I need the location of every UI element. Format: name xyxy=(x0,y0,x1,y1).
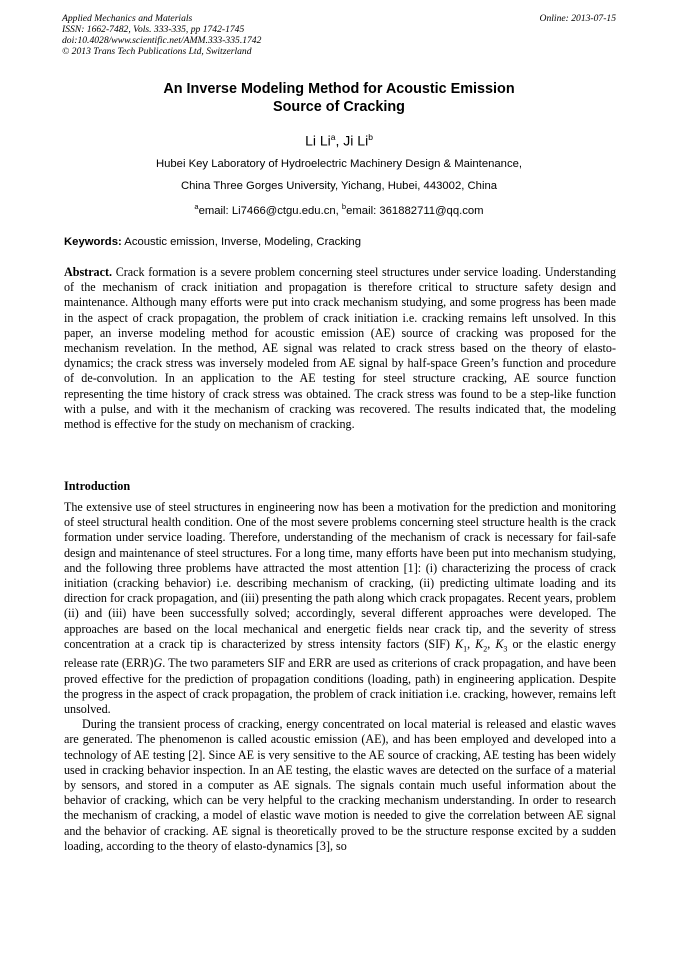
affiliation-line-2: China Three Gorges University, Yichang, Hubei, 443002, China xyxy=(180,180,498,192)
g-symbol: G xyxy=(153,656,163,671)
keywords xyxy=(64,235,616,249)
doi-line: doi:10.4028/www.scientific.net/AMM.333-335.1742 xyxy=(62,35,262,46)
introduction-body xyxy=(64,500,616,854)
intro-p1-text-a: The extensive use of steel structures in engineering now has been a motivation for the prediction and monitoring of steel structural health condition. One of the most severe problems concerning steel structure health is the crack formation under service loading. Therefore, understanding of the mechanism of crack is necessary for fail-safe design and maintenance of steel structures. For a long time, many efforts have been put into mechanism studying, and the following three problems have attracted the most attention [1]: (i) characterizing the process of crack initiation (cracking behavior) i.e. describing mechanism of cracking, (ii) predicting ultimate loading and its direction for crack propagation, and (iii) presenting the path along which crack propagates. Recent years, problem (ii) and (iii) have been successfully solved; accordingly, several different approaches were developed. The approaches are based on the local mechanical and energetic fields near crack tip, and the severity of stress concentration at a crack tip is characterized by stress intensity factors (SIF) xyxy=(64,500,616,651)
intro-p1-text-b: or the elastic energy release rate (ERR) xyxy=(64,636,617,671)
section-heading-introduction: Introduction xyxy=(64,479,131,493)
intro-p1-text-c: . The two parameters SIF and ERR are used as criterions of crack propagation, and have been proved effective for the prediction of propagation conditions (loading, path) in engineering application. Despite the progress in the aspect of crack propagation, the problem of crack initiation i.e. cracking, however, remains left unsolved. xyxy=(64,656,617,717)
introduction-paragraph-1: The extensive use of steel structures in engineering now has been a motivation for the prediction and monitoring of steel structural health condition. One of the most severe problems concerning steel structure health is the crack formation under service loading. Therefore, understanding of the mechanism of crack is necessary for fail-safe design and maintenance of steel structures. For a long time, many efforts have been put into mechanism studying, and the following three problems have attracted the most attention [1]: (i) characterizing the process of crack initiation (cracking behavior) i.e. describing mechanism of cracking, (ii) predicting ultimate loading and its direction for crack propagation, and (iii) presenting the path along which crack propagates. Recent years, problem (ii) and (iii) have been successfully solved; accordingly, several different approaches were developed. The approaches are based on the local mechanical and energetic fields near crack tip, and the severity of stress concentration at a crack tip is characterized by stress intensity factors (SIF) $K_1$, $K_2$, $K_3$ or the elastic energy release rate (ERR)G. The two parameters SIF and ERR are used as criterions of crack propagation, and have been proved effective for the prediction of propagation conditions (loading, path) in engineering application. Despite the progress in the aspect of crack propagation, the problem of crack initiation i.e. cracking, however, remains left unsolved. xyxy=(64,500,617,717)
copyright-line: © 2013 Trans Tech Publications Ltd, Switzerland xyxy=(62,46,252,57)
author-1: Li Li xyxy=(305,132,331,149)
issn-line: ISSN: 1662-7482, Vols. 333-335, pp 1742-1745 xyxy=(62,24,245,35)
author-list xyxy=(60,128,618,150)
abstract-label: Abstract. xyxy=(64,265,113,279)
email-a-superscript: a xyxy=(194,202,199,211)
k1-symbol: $K_1$ xyxy=(455,636,468,654)
keywords-text: Acoustic emission, Inverse, Modeling, Cracking xyxy=(121,236,361,248)
email-b-superscript: b xyxy=(341,202,347,211)
email-b: email: 361882711@qq.com xyxy=(346,204,484,217)
author-2-superscript: b xyxy=(368,132,373,142)
title-line-1: An Inverse Modeling Method for Acoustic Emission xyxy=(163,81,515,97)
keywords-label: Keywords: xyxy=(64,236,122,248)
abstract xyxy=(64,265,616,432)
affiliation-line-1: Hubei Key Laboratory of Hydroelectric Machinery Design & Maintenance, xyxy=(155,158,523,170)
k3-symbol: $K_3$ xyxy=(495,636,508,654)
author-2: Ji Li xyxy=(343,132,369,149)
title-line-2: Source of Cracking xyxy=(273,99,405,115)
journal-header xyxy=(62,13,616,57)
introduction-paragraph-2: During the transient process of cracking, energy concentrated on local material is released and elastic waves are generated. The phenomenon is called acoustic emission (AE), and has been employed and developed into a technology of AE testing [2]. Since AE is very sensitive to the AE source of cracking, AE testing has been widely used in cracking behavior inspection. In an AE testing, the elastic waves are detected on the surface of a material by sensors, and stored in a computer as AE signals. The signals contain much useful information about the behavior of cracking, which can be very helpful to the cracking mechanism understanding. In order to research the mechanism of cracking, a model of elastic wave motion is needed to give the correlation between AE signal and the behavior of cracking. AE signal is theoretically proved to be the structure response excited by a sudden loading, according to the theory of elasto-dynamics [3], so xyxy=(64,717,616,853)
k2-symbol: $K_2$ xyxy=(475,636,488,654)
journal-name: Applied Mechanics and Materials xyxy=(62,13,193,24)
abstract-text: Crack formation is a severe problem concerning steel structures under service loading. Understanding of the mechanism of crack initiation and propagation is therefore critical to structure safety design and maintenance. Although many efforts were put into crack mechanism studying, and some progress has been made in the aspect of crack propagation, the problem of crack initiation i.e. cracking remains left unsolved. In this paper, an inverse modeling method for acoustic emission (AE) source of cracking was proposed for the mechanism revelation. In the method, AE signal was related to crack stress based on the theory of elasto-dynamics; the crack stress was inversely modeled from AE signal by half-space Green’s function and procedure of de-convolution. In an application to the AE testing for steel structure cracking, AE source function representing the time history of crack stress was obtained. The crack stress was found to be a step-like function with a pulse, and with it the mechanism of cracking was recovered. The results indicated that, the modeling method is effective for the study on mechanism of cracking. xyxy=(64,265,616,432)
author-1-superscript: a xyxy=(330,132,336,142)
online-date: Online: 2013-07-15 xyxy=(539,13,616,24)
paper-title xyxy=(60,80,618,116)
email-line xyxy=(60,200,618,218)
author-separator: , xyxy=(335,132,344,149)
email-a: email: Li7466@ctgu.edu.cn, xyxy=(198,204,342,217)
